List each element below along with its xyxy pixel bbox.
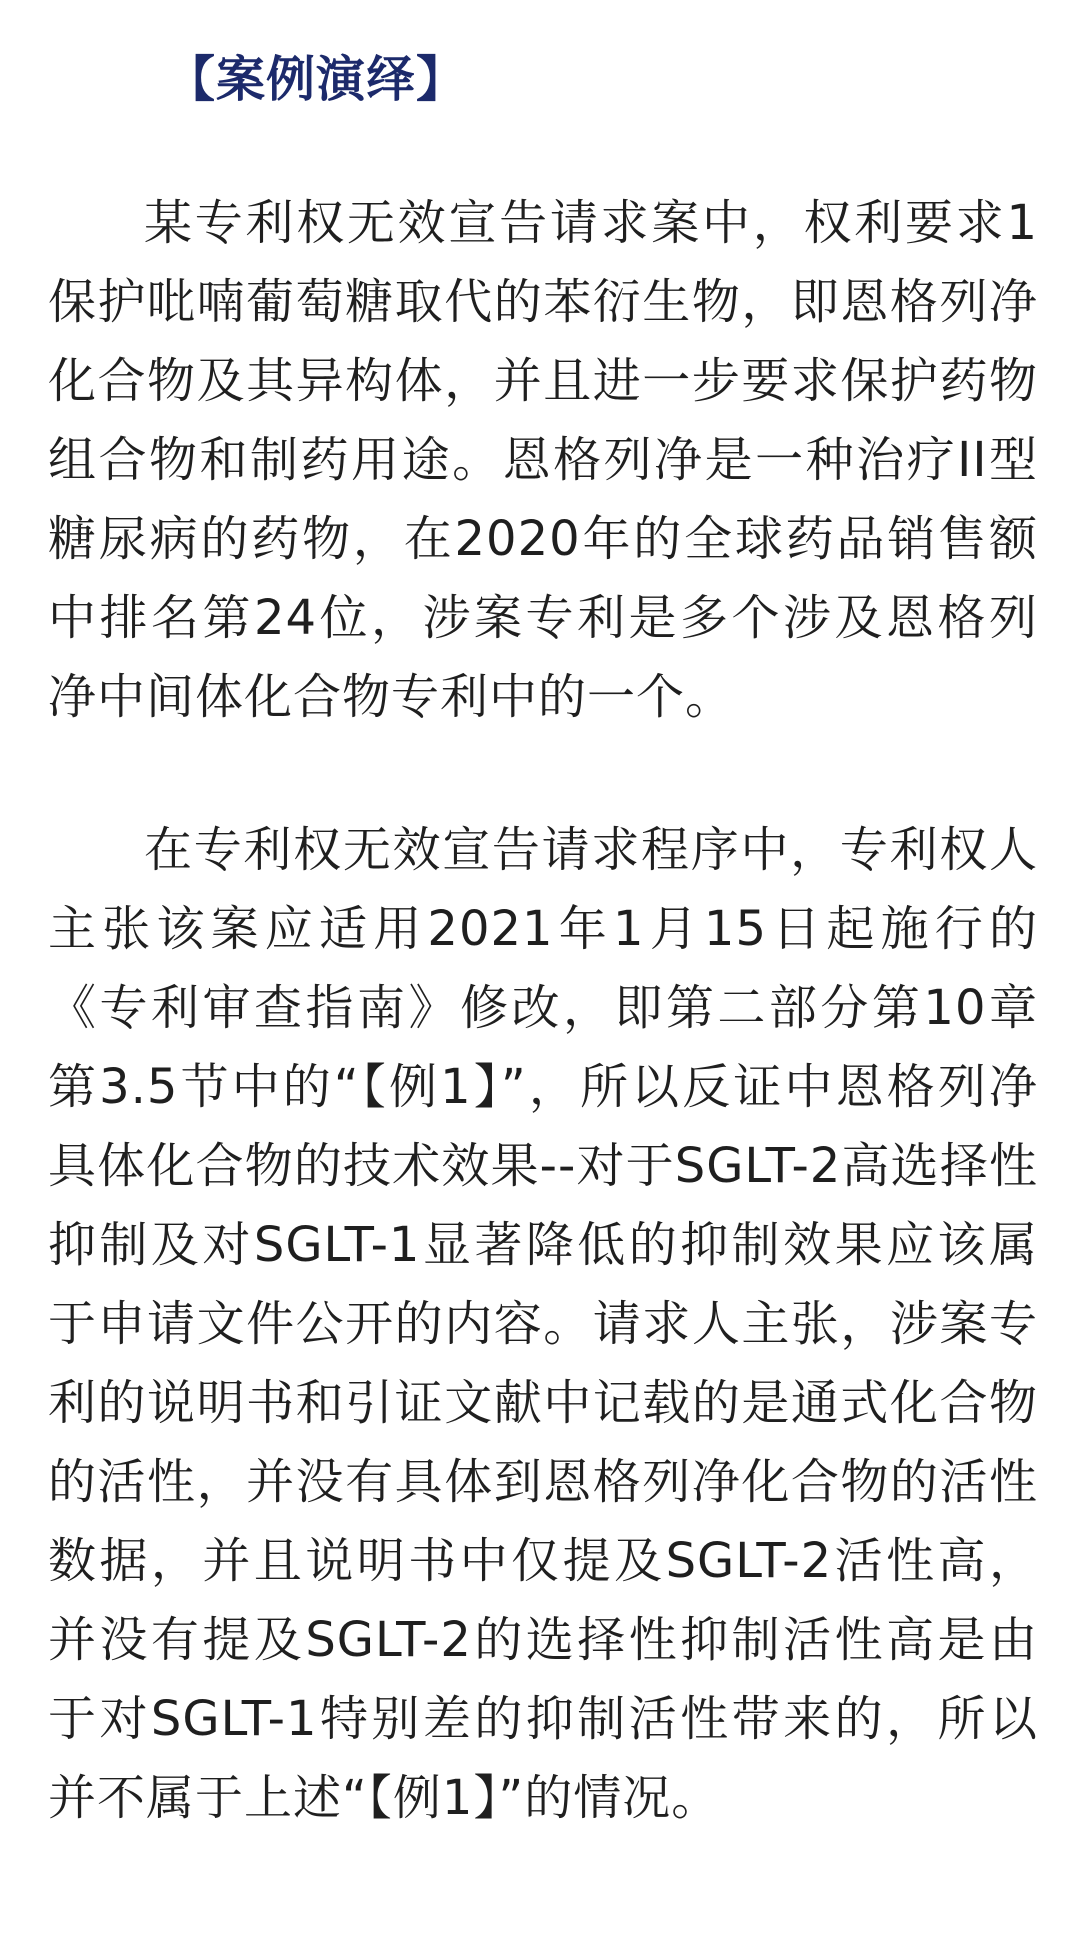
section-title: 【案例演绎】	[166, 51, 467, 108]
paragraph-invalidation-arguments: 在专利权无效宣告请求程序中，专利权人主张该案应适用2021年1月15日起施行的《专利审查指南》修改，即第二部分第10章第3.5节中的“【例1】”，所以反证中恩格列净具体化合物的技术效果--对于SGLT-2高选择性抑制及对SGLT-1显著降低的抑制效果应该属于申请文件公开的内容。请求人主张，涉案专利的说明书和引证文献中记载的是通式化合物的活性，并没有具体到恩格列净化合物的活性数据，并且说明书中仅提及SGLT-2活性高，并没有提及SGLT-2的选择性抑制活性高是由于对SGLT-1特别差的抑制活性带来的，所以并不属于上述“【例1】”的情况。	[48, 822, 1038, 1826]
paragraph-case-background: 某专利权无效宣告请求案中，权利要求1保护吡喃葡萄糖取代的苯衍生物，即恩格列净化合物及其异构体，并且进一步要求保护药物组合物和制药用途。恩格列净是一种治疗II型糖尿病的药物，在2020年的全球药品销售额中排名第24位，涉案专利是多个涉及恩格列净中间体化合物专利中的一个。	[48, 195, 1038, 725]
article-body	[48, 40, 1038, 1838]
